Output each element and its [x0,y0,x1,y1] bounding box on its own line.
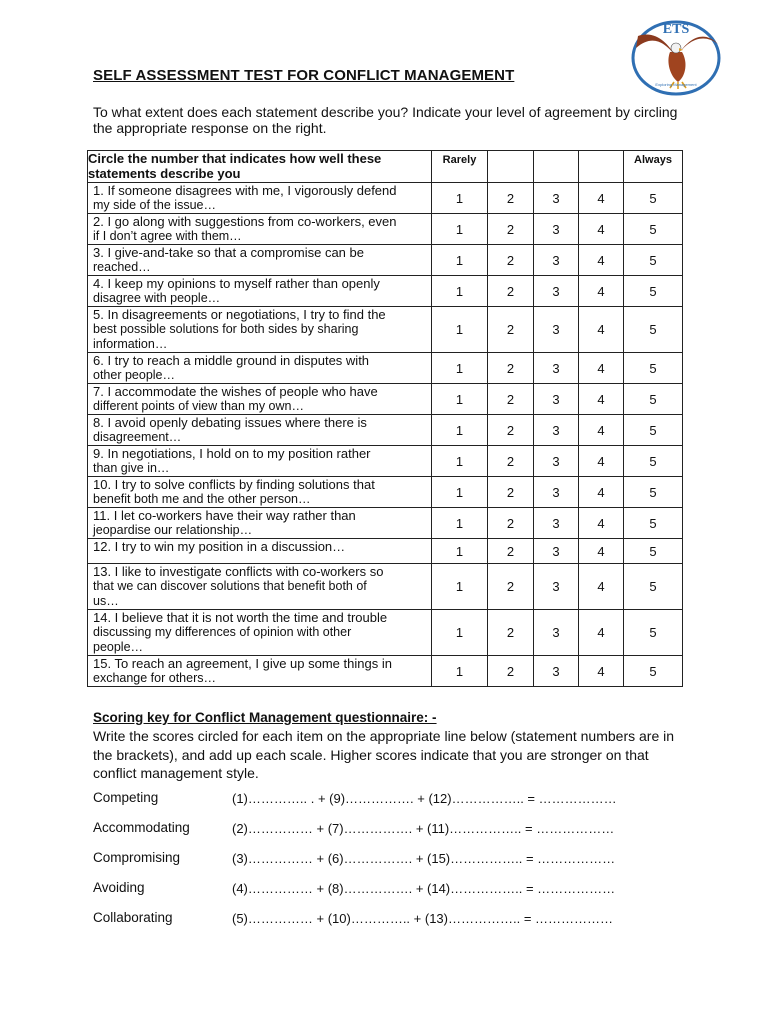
score-option-3[interactable]: 3 [534,656,579,687]
statement-cell [88,477,432,508]
score-option-4[interactable]: 4 [579,183,624,214]
score-option-3[interactable]: 3 [534,477,579,508]
score-option-2[interactable]: 2 [488,610,534,656]
score-option-1[interactable]: 1 [432,415,488,446]
statement-line: discussing my differences of opinion with other [93,625,352,639]
score-option-5[interactable]: 5 [624,307,683,353]
score-option-5[interactable]: 5 [624,384,683,415]
score-option-1[interactable]: 1 [432,353,488,384]
score-option-1[interactable]: 1 [432,656,488,687]
score-option-2[interactable]: 2 [488,415,534,446]
statement-line: 8. I avoid openly debating issues where there is [93,415,367,430]
logo-tagline: Exploring Management [655,82,697,87]
instructions-text: To what extent does each statement describe you? Indicate your level of agreement by circling the appropriate response on the right. [93,104,678,136]
score-option-4[interactable]: 4 [579,276,624,307]
statement-cell [88,415,432,446]
statement-line: disagreement… [93,430,182,444]
score-option-4[interactable]: 4 [579,564,624,610]
scoring-key-title: Scoring key for Conflict Management questionnaire: - [93,710,437,725]
score-option-3[interactable]: 3 [534,508,579,539]
scoring-style-label: Collaborating [93,910,173,925]
score-option-2[interactable]: 2 [488,214,534,245]
table-row [88,353,683,384]
score-option-1[interactable]: 1 [432,610,488,656]
score-option-5[interactable]: 5 [624,508,683,539]
score-option-3[interactable]: 3 [534,214,579,245]
statement-cell [88,539,432,564]
table-row [88,307,683,353]
score-option-1[interactable]: 1 [432,307,488,353]
scoring-formula[interactable]: (1)………….. . + (9)……………. + (12)…………….. = ……………… [232,791,617,806]
table-header-row [88,151,683,183]
table-row [88,539,683,564]
score-option-5[interactable]: 5 [624,183,683,214]
company-logo [630,14,726,98]
statement-line: other people… [93,368,176,382]
scoring-formula[interactable]: (3)…………… + (6)……………. + (15)…………….. = ……………… [232,851,616,866]
score-option-3[interactable]: 3 [534,415,579,446]
statement-line: 15. To reach an agreement, I give up some things in [93,656,392,671]
score-option-2[interactable]: 2 [488,656,534,687]
statement-cell [88,307,432,353]
score-option-3[interactable]: 3 [534,384,579,415]
question-column-header: Circle the number that indicates how well these statements describe you [88,151,432,183]
scoring-style-label: Compromising [93,850,181,865]
statement-line: 6. I try to reach a middle ground in disputes with [93,353,370,368]
scoring-style-label: Accommodating [93,820,190,835]
scoring-style-label: Avoiding [93,880,145,895]
score-option-3[interactable]: 3 [534,446,579,477]
score-option-3[interactable]: 3 [534,183,579,214]
statement-cell [88,446,432,477]
statement-line: 4. I keep my opinions to myself rather than openly [93,276,380,291]
score-option-1[interactable]: 1 [432,446,488,477]
score-option-4[interactable]: 4 [579,307,624,353]
scale-header-2 [488,151,534,183]
score-option-5[interactable]: 5 [624,446,683,477]
score-option-2[interactable]: 2 [488,307,534,353]
statement-line: exchange for others… [93,671,216,685]
statement-line: 5. In disagreements or negotiations, I try to find the [93,307,386,322]
table-row [88,477,683,508]
scoring-instructions: Write the scores circled for each item on the appropriate line below (statement numbers are in the brackets), and add up each scale. Higher scores indicate that you are stronger on that conflict management style. [93,728,675,781]
score-option-5[interactable]: 5 [624,353,683,384]
table-row [88,245,683,276]
score-option-2[interactable]: 2 [488,508,534,539]
table-row [88,214,683,245]
table-row [88,384,683,415]
scoring-formula[interactable]: (5)…………… + (10)………….. + (13)…………….. = ……………… [232,911,614,926]
statement-line: 14. I believe that it is not worth the time and trouble [93,610,388,625]
score-option-4[interactable]: 4 [579,245,624,276]
score-option-4[interactable]: 4 [579,446,624,477]
scale-header-4 [579,151,624,183]
table-row [88,656,683,687]
logo-text: ETS [662,22,690,37]
score-option-4[interactable]: 4 [579,477,624,508]
statement-line: 13. I like to investigate conflicts with co-workers so [93,564,384,579]
table-row [88,610,683,656]
statement-cell [88,610,432,656]
score-option-1[interactable]: 1 [432,477,488,508]
score-option-2[interactable]: 2 [488,446,534,477]
statement-line: 9. In negotiations, I hold on to my position rather [93,446,371,461]
statement-cell [88,353,432,384]
statement-line: people… [93,640,144,654]
score-option-3[interactable]: 3 [534,353,579,384]
statement-cell [88,384,432,415]
score-option-4[interactable]: 4 [579,539,624,564]
scale-header-3 [534,151,579,183]
statement-line: if I don’t agree with them… [93,229,242,243]
score-option-1[interactable]: 1 [432,245,488,276]
statement-line: jeopardise our relationship… [93,523,253,537]
score-option-5[interactable]: 5 [624,415,683,446]
statement-line: information… [93,337,168,351]
score-option-5[interactable]: 5 [624,656,683,687]
score-option-5[interactable]: 5 [624,214,683,245]
scale-header-always: Always [624,151,683,183]
statement-line: reached… [93,260,151,274]
score-option-5[interactable]: 5 [624,245,683,276]
score-option-5[interactable]: 5 [624,564,683,610]
score-option-1[interactable]: 1 [432,384,488,415]
statement-line: than give in… [93,461,170,475]
scoring-formula[interactable]: (4)…………… + (8)……………. + (14)…………….. = ……………… [232,881,616,896]
statement-line: 12. I try to win my position in a discussion… [93,539,346,554]
score-option-1[interactable]: 1 [432,539,488,564]
scoring-formula[interactable]: (2)…………… + (7)……………. + (11)…………….. = ……………… [232,821,615,836]
score-option-1[interactable]: 1 [432,214,488,245]
statement-cell [88,508,432,539]
scale-header-rarely: Rarely [432,151,488,183]
score-option-5[interactable]: 5 [624,276,683,307]
score-option-4[interactable]: 4 [579,384,624,415]
score-option-2[interactable]: 2 [488,276,534,307]
score-option-3[interactable]: 3 [534,307,579,353]
score-option-1[interactable]: 1 [432,508,488,539]
statement-line: my side of the issue… [93,198,216,212]
statement-line: us… [93,594,119,608]
score-option-4[interactable]: 4 [579,508,624,539]
assessment-table [87,150,683,687]
statement-line: 11. I let co-workers have their way rather than [93,508,356,523]
statement-cell [88,564,432,610]
score-option-4[interactable]: 4 [579,415,624,446]
statement-line: different points of view than my own… [93,399,304,413]
statement-line: 7. I accommodate the wishes of people who have [93,384,378,399]
scoring-style-label: Competing [93,790,159,805]
statement-line: disagree with people… [93,291,221,305]
statement-cell [88,276,432,307]
score-option-2[interactable]: 2 [488,564,534,610]
table-row [88,508,683,539]
statement-line: that we can discover solutions that benefit both of [93,579,367,593]
table-row [88,415,683,446]
table-row [88,564,683,610]
score-option-1[interactable]: 1 [432,183,488,214]
score-option-5[interactable]: 5 [624,610,683,656]
score-option-2[interactable]: 2 [488,477,534,508]
score-option-2[interactable]: 2 [488,384,534,415]
statement-cell [88,656,432,687]
score-option-4[interactable]: 4 [579,353,624,384]
statement-cell [88,245,432,276]
score-option-5[interactable]: 5 [624,477,683,508]
statement-cell [88,183,432,214]
score-option-4[interactable]: 4 [579,656,624,687]
score-option-5[interactable]: 5 [624,539,683,564]
statement-cell [88,214,432,245]
table-row [88,276,683,307]
score-option-4[interactable]: 4 [579,214,624,245]
score-option-1[interactable]: 1 [432,276,488,307]
statement-line: 3. I give-and-take so that a compromise can be [93,245,364,260]
page-title: SELF ASSESSMENT TEST FOR CONFLICT MANAGEMENT [93,67,515,84]
score-option-2[interactable]: 2 [488,245,534,276]
score-option-2[interactable]: 2 [488,183,534,214]
score-option-2[interactable]: 2 [488,539,534,564]
statement-line: 2. I go along with suggestions from co-workers, even [93,214,397,229]
score-option-2[interactable]: 2 [488,353,534,384]
statement-line: benefit both me and the other person… [93,492,311,506]
score-option-3[interactable]: 3 [534,245,579,276]
score-option-1[interactable]: 1 [432,564,488,610]
score-option-3[interactable]: 3 [534,610,579,656]
statement-line: best possible solutions for both sides by sharing [93,322,359,336]
statement-line: 1. If someone disagrees with me, I vigorously defend [93,183,397,198]
score-option-3[interactable]: 3 [534,564,579,610]
statement-line: 10. I try to solve conflicts by finding solutions that [93,477,375,492]
score-option-3[interactable]: 3 [534,276,579,307]
table-row [88,183,683,214]
score-option-3[interactable]: 3 [534,539,579,564]
score-option-4[interactable]: 4 [579,610,624,656]
table-row [88,446,683,477]
